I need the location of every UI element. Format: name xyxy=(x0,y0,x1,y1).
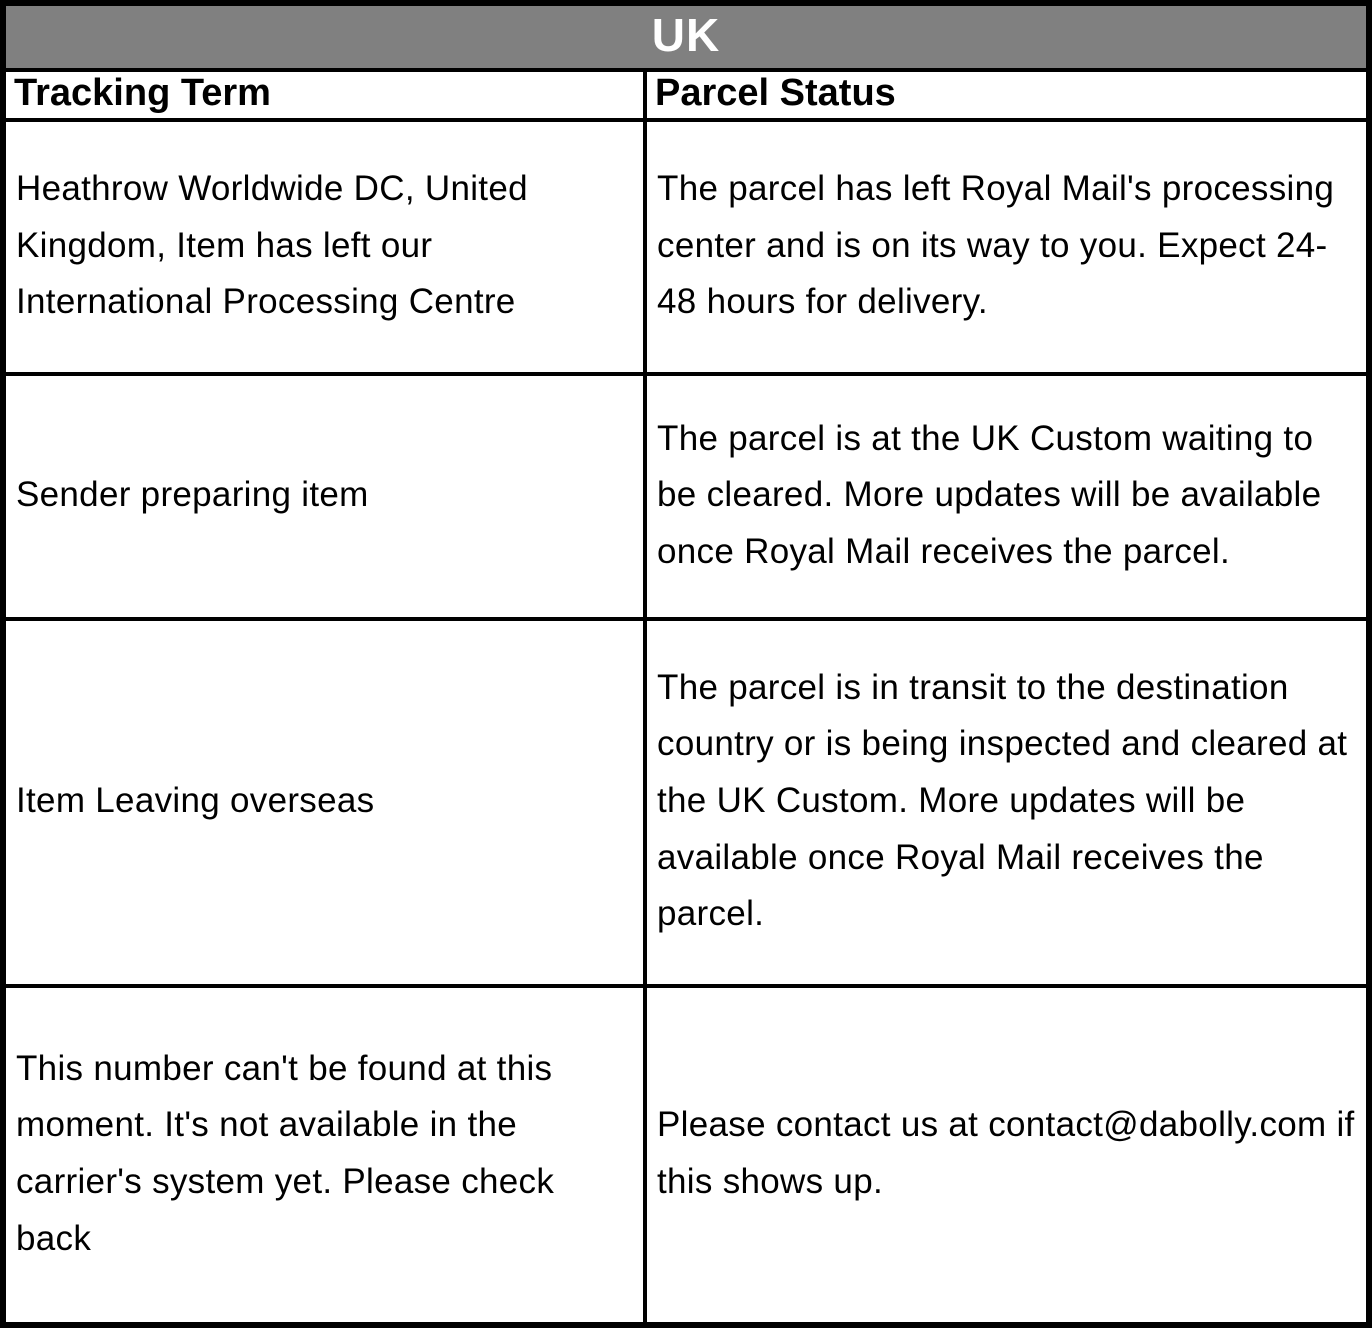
parcel-status-cell: The parcel has left Royal Mail's processing center and is on its way to you. Expect 24-48 hours for delivery. xyxy=(645,120,1369,375)
tracking-term-cell: This number can't be found at this moment. It's not available in the carrier's system yet. Please check back xyxy=(3,986,645,1325)
tracking-term-cell: Item Leaving overseas xyxy=(3,619,645,986)
tracking-term-cell: Heathrow Worldwide DC, United Kingdom, Item has left our International Processing Centre xyxy=(3,120,645,375)
table-row xyxy=(3,619,1369,986)
table-title: UK xyxy=(3,3,1369,70)
column-header-tracking-term: Tracking Term xyxy=(3,70,645,120)
column-header-row xyxy=(3,70,1369,120)
table-row xyxy=(3,120,1369,375)
parcel-status-cell: The parcel is at the UK Custom waiting to be cleared. More updates will be available once Royal Mail receives the parcel. xyxy=(645,374,1369,618)
parcel-status-cell: The parcel is in transit to the destination country or is being inspected and cleared at the UK Custom. More updates will be available once Royal Mail receives the parcel. xyxy=(645,619,1369,986)
parcel-status-cell: Please contact us at contact@dabolly.com if this shows up. xyxy=(645,986,1369,1325)
table-row xyxy=(3,374,1369,618)
column-header-parcel-status: Parcel Status xyxy=(645,70,1369,120)
tracking-term-cell: Sender preparing item xyxy=(3,374,645,618)
table-title-row xyxy=(3,3,1369,70)
table-row xyxy=(3,986,1369,1325)
